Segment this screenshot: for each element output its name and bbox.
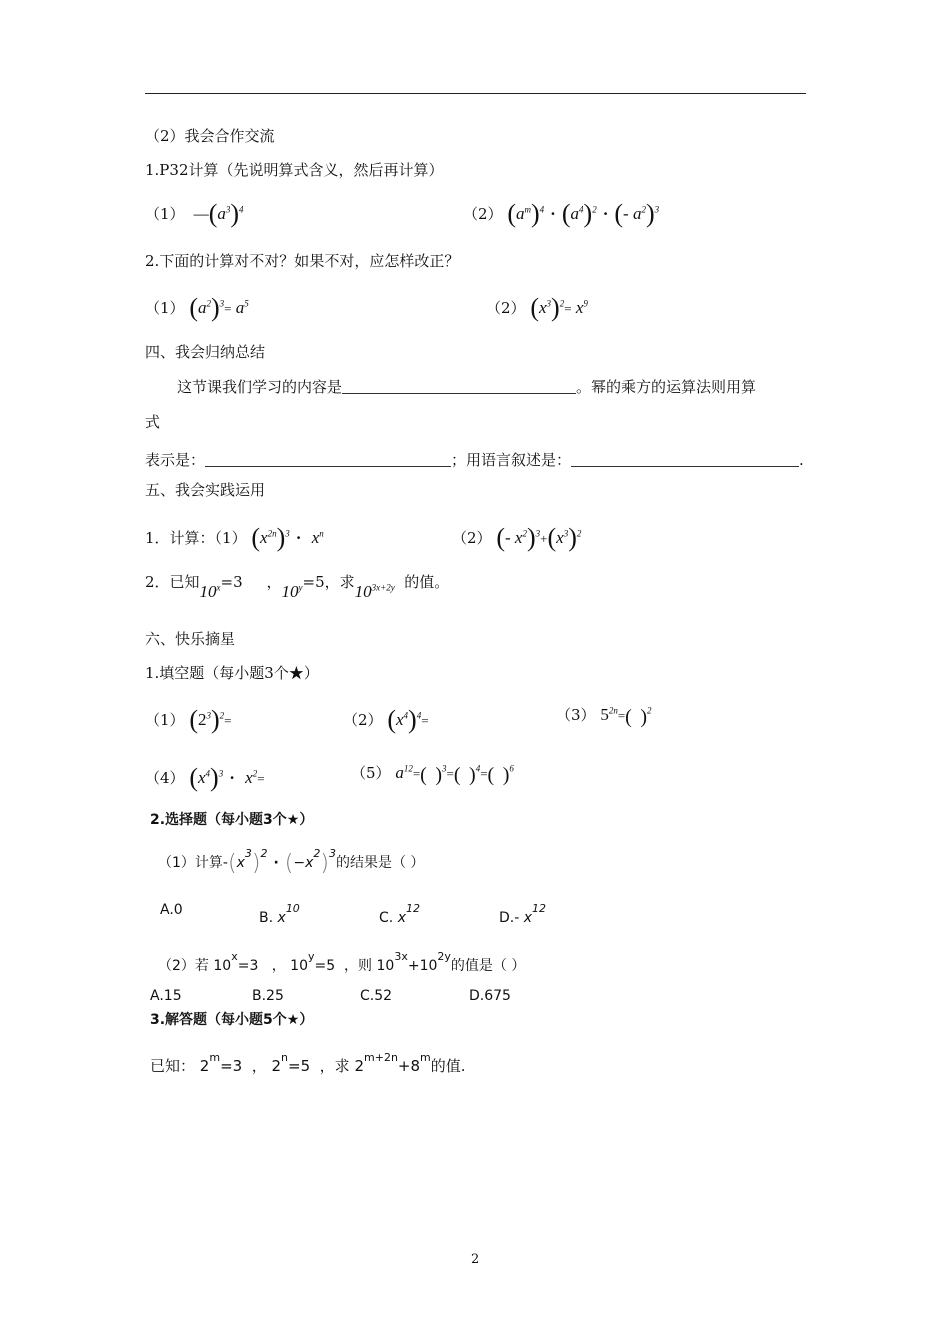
- practice-1-part2: [452, 522, 582, 552]
- fill-item-5-label: （5）: [351, 764, 391, 782]
- fill-item-1: [145, 704, 232, 734]
- blank-content[interactable]: [342, 379, 576, 394]
- question-2-title: 2.下面的计算对不对？如果不对，应怎样改正？: [145, 252, 460, 270]
- q2-part1: [145, 292, 249, 322]
- fill-item-2-label: （2）: [343, 711, 383, 729]
- choice-1: [158, 847, 425, 876]
- fill-item-4-expression: $(x^4)^3 \cdot x^2=$: [189, 763, 265, 792]
- practice-1-part2-label: （2）: [452, 529, 492, 547]
- choice-2-option-a[interactable]: A.15: [150, 988, 182, 1004]
- fill-title: 1.填空题（每小题3个★）: [145, 664, 319, 682]
- q2-part2-label: （2）: [486, 299, 526, 317]
- choice-2-option-d[interactable]: D.675: [469, 988, 511, 1004]
- fill-item-4: [145, 762, 265, 792]
- fill-item-5: [351, 762, 514, 786]
- summary-text-c: 式: [145, 413, 161, 431]
- choice-1-option-c-label: C.: [379, 910, 394, 926]
- q1-part1-expression: $—(a^3)^4$: [189, 199, 244, 228]
- choice-1-option-c[interactable]: [379, 903, 420, 925]
- summary-text-d: 表示是：: [145, 451, 206, 469]
- q1-part2-label: （2）: [463, 205, 503, 223]
- choice-1-option-b-label: B.: [259, 910, 274, 926]
- section-heading-cooperation: （2）我会合作交流: [145, 127, 275, 145]
- choice-1-option-a[interactable]: A.0: [160, 902, 183, 918]
- answer-cond: $2^m=3$ ， $2^n=5$: [199, 1051, 320, 1075]
- question-1-title: 1.P32计算（先说明算式含义，然后再计算）: [145, 161, 444, 179]
- choice-2-mid: ，则: [344, 958, 373, 974]
- practice-1-label: 1．计算：（1）: [145, 529, 247, 547]
- page-number: 2: [471, 1252, 480, 1267]
- fill-item-5-expression: $a^{12}=$( )$^3$=( )$^4$=( )$^6$: [395, 763, 514, 786]
- answer-question: [150, 1052, 466, 1074]
- fill-item-3-expression: $5^{2n}=$( )$^2$: [600, 705, 652, 728]
- q2-part2-expression: $(x^3)^2= x^9$: [530, 293, 588, 322]
- fill-item-4-label: （4）: [145, 769, 185, 787]
- choice-1-expression: $(x^3)^2\cdot (-x^2)^3$: [227, 847, 336, 876]
- header-rule: [145, 93, 806, 94]
- summary-line-3: [145, 452, 804, 468]
- blank-formula[interactable]: [205, 452, 451, 467]
- fill-item-3-label: （3）: [556, 706, 596, 724]
- q2-part1-expression: $(a^2)^3= a^5$: [189, 293, 249, 322]
- fill-item-2: [343, 704, 429, 734]
- answer-text-a: 已知：: [150, 1057, 196, 1075]
- answer-text-c: 的值.: [430, 1057, 466, 1075]
- practice-2-eq2: =5，求: [302, 573, 355, 591]
- summary-text-e: ；用语言叙述是：: [451, 451, 572, 469]
- fill-item-2-expression: $(x^4)^4=$: [387, 705, 429, 734]
- summary-text-b: 。幂的乘方的运算法则用算: [576, 378, 757, 396]
- fill-item-1-label: （1）: [145, 711, 185, 729]
- choice-1-option-d-expr: $x^{12}$: [523, 902, 547, 926]
- choice-1-option-c-expr: $x^{12}$: [397, 902, 420, 926]
- choice-2-label: （2）若: [158, 958, 209, 974]
- choice-2-expression: $10^{3x}+10^{2y}$: [376, 950, 451, 974]
- summary-text-a: 这节课我们学习的内容是: [177, 378, 343, 396]
- practice-2-target: $10^{3x+2y}$: [354, 582, 395, 601]
- practice-2: 2．已知$10^x=3$ ，$10^y=5$，求$10^{3x+2y}$ 的值。: [145, 573, 450, 601]
- choice-1-option-d[interactable]: [499, 903, 546, 925]
- blank-words[interactable]: [571, 452, 799, 467]
- practice-2-label: 2．已知: [145, 573, 200, 591]
- choice-1-label: （1）计算-: [158, 855, 228, 871]
- choice-2-option-b[interactable]: B.25: [252, 988, 284, 1004]
- section-heading-practice: 五、我会实践运用: [145, 481, 266, 499]
- fill-item-3: [556, 704, 652, 728]
- section-heading-stars: 六、快乐摘星: [145, 630, 236, 648]
- practice-2-tail: 的值。: [404, 573, 450, 591]
- section-heading-summary: 四、我会归纳总结: [145, 343, 266, 361]
- answer-expression: $2^{m+2n}+8^m$: [354, 1051, 431, 1075]
- q1-part1: [145, 198, 244, 228]
- fill-item-1-expression: $(2^3)^2=$: [189, 705, 232, 734]
- practice-2-power-x: 10$^x$: [199, 582, 221, 601]
- answer-text-b: ，求: [319, 1057, 350, 1075]
- q1-part1-label: （1）: [145, 205, 185, 223]
- choice-2-cond: $10^x=3$ ， $10^y=5$: [213, 950, 345, 974]
- summary-text-f: .: [799, 451, 804, 469]
- q2-part2: [486, 292, 588, 322]
- practice-1: [145, 522, 324, 552]
- practice-2-power-y: 10$^y$: [281, 582, 303, 601]
- practice-1-part2-expression: (- $x^2)^3+(x^3)^2$: [496, 523, 582, 552]
- choice-1-option-b[interactable]: [259, 903, 300, 925]
- choice-2-tail: 的值是（ ）: [450, 958, 526, 974]
- choice-2-option-c[interactable]: C.52: [360, 988, 393, 1004]
- q1-part2-expression: $(a^m)^4 \cdot (a^4)^2$ · (- $a^2)^3$: [507, 199, 660, 228]
- q2-part1-label: （1）: [145, 299, 185, 317]
- practice-1-expression: $(x^{2n})^3 \cdot x^n$: [251, 523, 324, 552]
- choice-1-option-b-expr: $x^{10}$: [277, 902, 300, 926]
- choice-title: 2.选择题（每小题3个★）: [150, 812, 314, 828]
- summary-line-1: [177, 379, 756, 395]
- choice-1-option-d-label: D.-: [499, 910, 520, 926]
- practice-2-eq1: =3: [220, 573, 243, 591]
- q1-part2: [463, 198, 660, 228]
- choice-2: [158, 951, 525, 973]
- answer-title: 3.解答题（每小题5个★）: [150, 1012, 314, 1028]
- choice-1-tail: 的结果是（ ）: [335, 855, 425, 871]
